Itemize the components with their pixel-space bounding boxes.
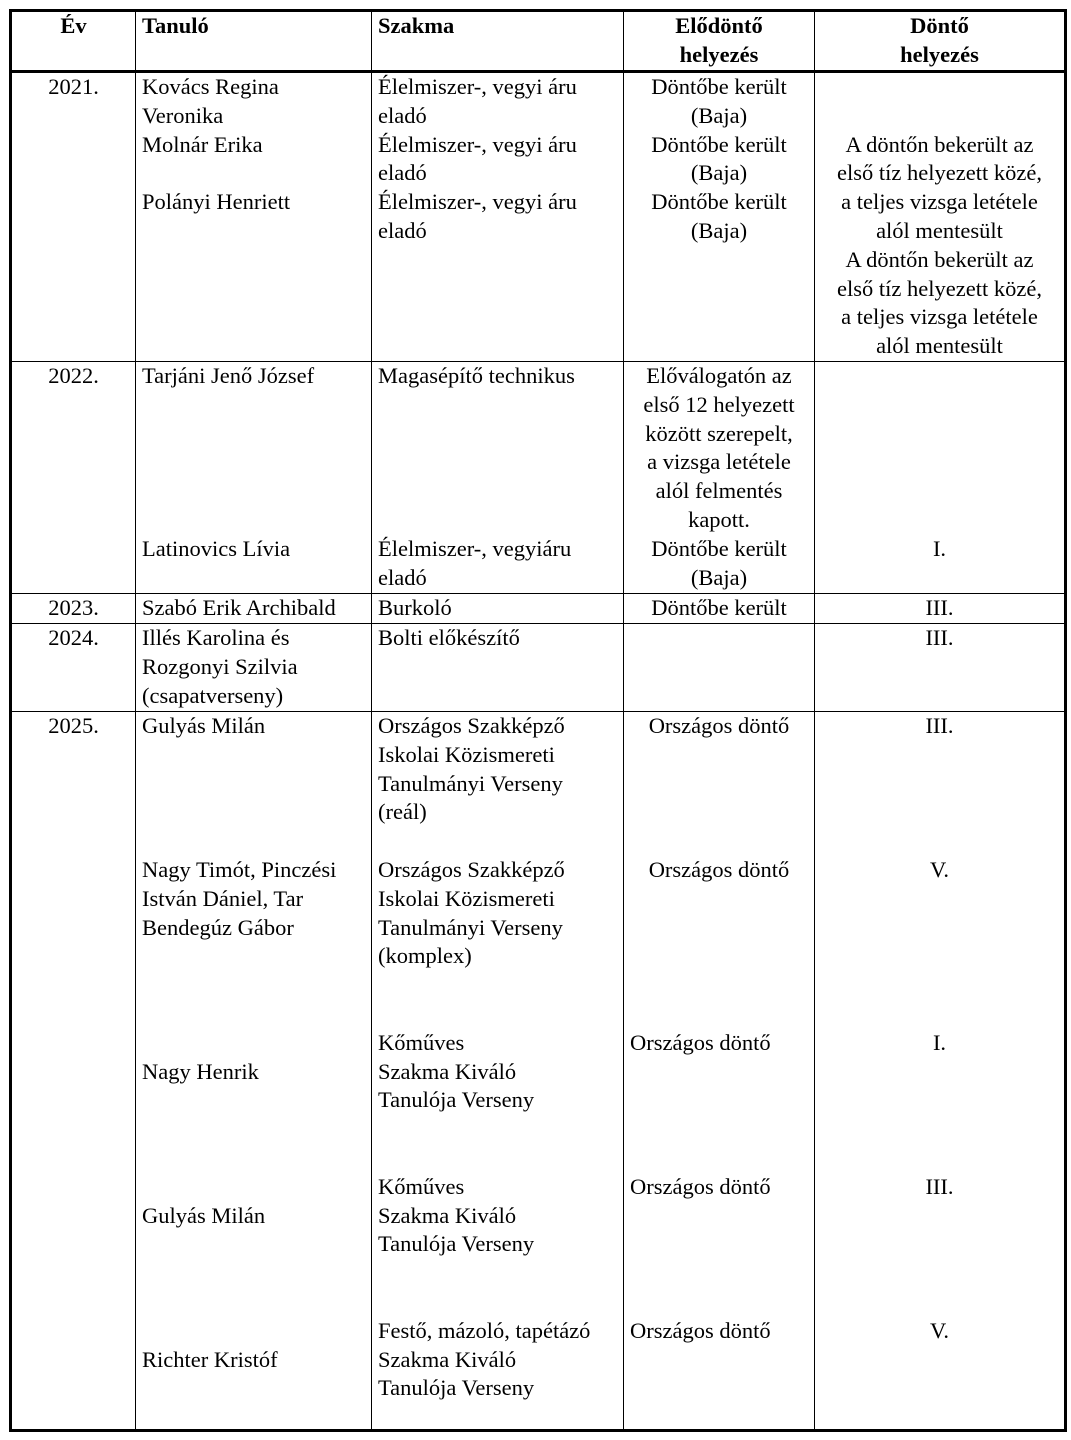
spacer [821, 1202, 1058, 1231]
prelim-line: első 12 helyezett [643, 391, 795, 417]
spacer [142, 1115, 365, 1144]
trade-line: Országos Szakképző [378, 856, 565, 882]
spacer [378, 391, 617, 420]
final-line: A döntőn bekerült az [845, 246, 1034, 272]
spacer [821, 798, 1058, 827]
table-row-2022 [11, 361, 1066, 593]
spacer [821, 1144, 1058, 1173]
spacer [630, 1115, 808, 1144]
final-line: alól mentesült [876, 333, 1003, 359]
spacer [821, 770, 1058, 799]
spacer [821, 1230, 1058, 1259]
trade-cell [372, 711, 624, 1430]
trade-line: Kőműves [378, 1029, 465, 1055]
spacer [378, 971, 617, 1000]
final-line: a teljes vizsga letétele [841, 189, 1038, 215]
header-prelim-placement [624, 11, 815, 72]
spacer [142, 1144, 365, 1173]
spacer [378, 1144, 617, 1173]
spacer [142, 971, 365, 1000]
spacer [378, 477, 617, 506]
prelim-cell [624, 361, 815, 593]
year-cell: 2022. [11, 361, 136, 593]
table-row-2024 [11, 623, 1066, 711]
trade-line: Tanulója Verseny [378, 1231, 535, 1257]
spacer [821, 391, 1058, 420]
spacer [821, 506, 1058, 535]
final-cell [815, 361, 1066, 593]
spacer [378, 506, 617, 535]
spacer [821, 1058, 1058, 1087]
prelim-line: Döntőbe került [651, 74, 787, 99]
spacer [821, 1000, 1058, 1029]
prelim-line: (Baja) [690, 217, 748, 243]
spacer [630, 827, 808, 856]
spacer [821, 448, 1058, 477]
final-line: első tíz helyezett közé, [837, 275, 1042, 301]
trade-line: Élelmiszer-, vegyi áru [378, 74, 577, 99]
trade-line: Festő, mázoló, tapétázó [378, 1317, 591, 1343]
spacer [630, 942, 808, 971]
student-line: Illés Karolina és [142, 624, 290, 650]
spacer [378, 1259, 617, 1288]
spacer [630, 798, 808, 827]
trade-cell [372, 72, 624, 362]
final-line: a teljes vizsga letétele [841, 304, 1038, 330]
spacer [821, 942, 1058, 971]
header-student: Tanuló [136, 11, 372, 72]
spacer [630, 1144, 808, 1173]
trade-line: Élelmiszer-, vegyiáru [378, 535, 572, 561]
final-line: I. [932, 535, 947, 561]
student-line: Rozgonyi Szilvia [142, 653, 298, 679]
student-line: Molnár Erika [142, 131, 263, 157]
spacer [630, 914, 808, 943]
student-cell: Szabó Erik Archibald [136, 593, 372, 623]
student-line: Gulyás Milán [142, 712, 266, 738]
header-row [11, 11, 1066, 72]
student-line: (csapatverseny) [142, 682, 284, 708]
spacer [142, 1029, 365, 1058]
student-line: Kovács Regina [142, 74, 279, 99]
final-line: V. [930, 856, 949, 882]
final-line: alól mentesült [876, 217, 1003, 243]
prelim-line: alól felmentés [655, 478, 783, 504]
trade-cell [372, 361, 624, 593]
prelim-line: (Baja) [690, 102, 748, 128]
spacer [630, 741, 808, 770]
student-line: Nagy Henrik [142, 1058, 259, 1084]
spacer [142, 741, 365, 770]
trade-line: Élelmiszer-, vegyi áru [378, 131, 577, 157]
trade-cell: Burkoló [372, 593, 624, 623]
trade-line: Kőműves [378, 1173, 465, 1199]
prelim-line: Döntőbe került [651, 131, 787, 157]
student-cell [136, 711, 372, 1430]
spacer [630, 971, 808, 1000]
spacer [821, 362, 1058, 391]
student-line: Latinovics Lívia [142, 535, 291, 561]
trade-line: eladó [378, 102, 427, 128]
final-line: V. [930, 1317, 949, 1343]
spacer [142, 1230, 365, 1259]
prelim-line: Országos döntő [630, 1317, 771, 1343]
spacer [630, 1000, 808, 1029]
student-cell [136, 361, 372, 593]
spacer [378, 827, 617, 856]
spacer [142, 477, 365, 506]
spacer [821, 914, 1058, 943]
spacer [821, 477, 1058, 506]
year-cell: 2023. [11, 593, 136, 623]
spacer [630, 770, 808, 799]
spacer [142, 1173, 365, 1202]
spacer [821, 1259, 1058, 1288]
spacer [821, 885, 1058, 914]
student-line: Bendegúz Gábor [142, 914, 294, 940]
table-row-2025 [11, 711, 1066, 1430]
trade-line: Tanulója Verseny [378, 1087, 535, 1113]
spacer [821, 827, 1058, 856]
final-line: III. [925, 1173, 954, 1199]
final-cell [815, 711, 1066, 1430]
trade-line: eladó [378, 160, 427, 186]
trade-line: (komplex) [378, 943, 472, 969]
header-year: Év [11, 11, 136, 72]
table-row-2023 [11, 593, 1066, 623]
trade-line: Szakma Kiváló [378, 1202, 517, 1228]
competition-results-table [9, 9, 1067, 1432]
header-final-placement [815, 11, 1066, 72]
prelim-line: Előválogatón az [646, 362, 792, 388]
spacer [142, 1259, 365, 1288]
final-line: III. [925, 712, 954, 738]
spacer [630, 1288, 808, 1317]
prelim-line: Országos döntő [648, 856, 790, 882]
trade-line: Tanulmányi Verseny [378, 770, 563, 796]
header-prelim-line-1: Elődöntő [675, 13, 763, 38]
trade-line: Iskolai Közismereti [378, 741, 555, 767]
spacer [142, 1000, 365, 1029]
prelim-line: (Baja) [690, 564, 748, 590]
spacer [821, 1115, 1058, 1144]
spacer [142, 798, 365, 827]
prelim-cell [624, 711, 815, 1430]
trade-line: Élelmiszer-, vegyi áru [378, 189, 577, 215]
spacer [821, 73, 1058, 102]
trade-line: eladó [378, 217, 427, 243]
spacer [378, 1115, 617, 1144]
results-document [9, 9, 1064, 1432]
header-prelim-line-2: helyezés [679, 41, 759, 67]
spacer [142, 391, 365, 420]
spacer [142, 942, 365, 971]
spacer [142, 448, 365, 477]
student-cell [136, 72, 372, 362]
student-cell [136, 623, 372, 711]
final-cell [815, 72, 1066, 362]
trade-line: (reál) [378, 799, 427, 825]
spacer [821, 102, 1058, 131]
spacer [630, 1259, 808, 1288]
student-line: Richter Kristóf [142, 1346, 278, 1372]
spacer [821, 741, 1058, 770]
prelim-line: Döntőbe került [651, 189, 787, 215]
final-cell: III. [815, 593, 1066, 623]
student-line: Nagy Timót, Pinczési [142, 856, 337, 882]
prelim-line: Országos döntő [630, 1173, 771, 1199]
student-line: István Dániel, Tar [142, 885, 304, 911]
spacer [378, 448, 617, 477]
prelim-cell: Döntőbe került [624, 593, 815, 623]
table-row-2021 [11, 72, 1066, 362]
trade-line: Szakma Kiváló [378, 1058, 517, 1084]
spacer [142, 1288, 365, 1317]
prelim-line: Országos döntő [630, 1029, 771, 1055]
student-line: Veronika [142, 102, 224, 128]
trade-line: Szakma Kiváló [378, 1346, 517, 1372]
prelim-line: Országos döntő [648, 712, 790, 738]
prelim-line: (Baja) [690, 160, 748, 186]
spacer [142, 159, 365, 188]
spacer [142, 1317, 365, 1346]
spacer [630, 1058, 808, 1087]
header-final-line-2: helyezés [900, 41, 979, 67]
year-cell: 2025. [11, 711, 136, 1430]
year-cell: 2024. [11, 623, 136, 711]
final-line: A döntőn bekerült az [845, 131, 1034, 157]
student-line: Gulyás Milán [142, 1202, 266, 1228]
spacer [142, 1086, 365, 1115]
spacer [142, 770, 365, 799]
trade-line: Magasépítő technikus [378, 362, 575, 388]
prelim-line: kapott. [688, 506, 750, 532]
spacer [378, 1288, 617, 1317]
spacer [142, 506, 365, 535]
final-line: első tíz helyezett közé, [837, 160, 1042, 186]
spacer [821, 971, 1058, 1000]
header-trade: Szakma [372, 11, 624, 72]
trade-line: Tanulmányi Verseny [378, 914, 563, 940]
trade-line: Országos Szakképző [378, 712, 565, 738]
header-final-line-1: Döntő [910, 13, 969, 38]
spacer [378, 1000, 617, 1029]
prelim-line: Döntőbe került [651, 535, 787, 561]
final-line: I. [932, 1029, 947, 1055]
prelim-cell [624, 623, 815, 711]
spacer [821, 420, 1058, 449]
final-cell: III. [815, 623, 1066, 711]
student-line: Polányi Henriett [142, 189, 291, 215]
year-cell: 2021. [11, 72, 136, 362]
prelim-cell [624, 72, 815, 362]
spacer [630, 885, 808, 914]
spacer [630, 1202, 808, 1231]
student-line: Tarjáni Jenő József [142, 362, 315, 388]
spacer [630, 1230, 808, 1259]
spacer [821, 1288, 1058, 1317]
prelim-line: a vizsga letétele [647, 449, 791, 475]
spacer [821, 1086, 1058, 1115]
spacer [630, 1086, 808, 1115]
trade-cell: Bolti előkészítő [372, 623, 624, 711]
spacer [378, 420, 617, 449]
spacer [142, 420, 365, 449]
spacer [142, 827, 365, 856]
prelim-line: között szerepelt, [645, 420, 793, 446]
trade-line: eladó [378, 564, 427, 590]
trade-line: Iskolai Közismereti [378, 885, 555, 911]
trade-line: Tanulója Verseny [378, 1375, 535, 1401]
